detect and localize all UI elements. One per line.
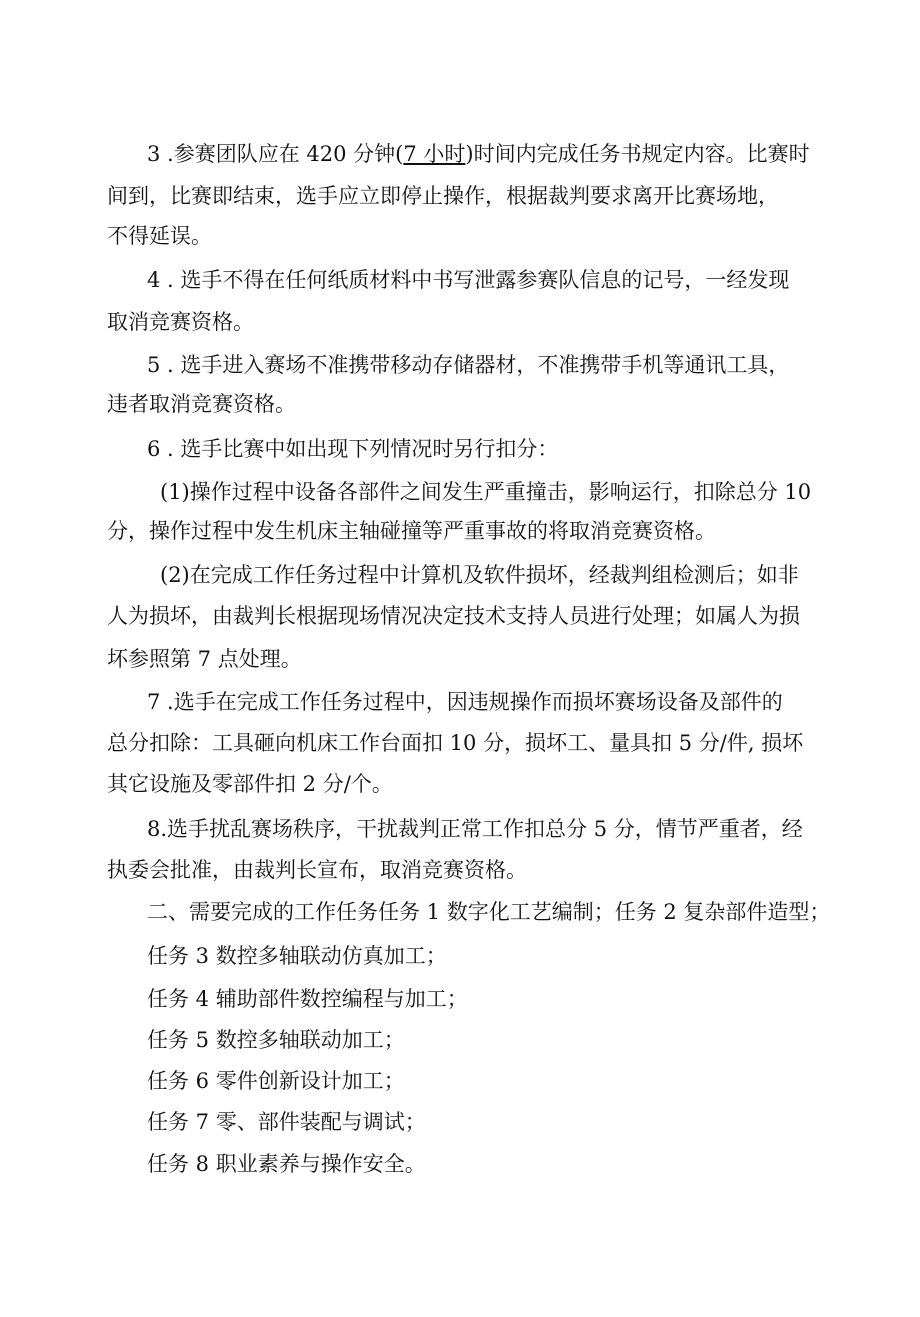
rule3-line2: 间到，比赛即结束，选手应立即停止操作，根据裁判要求离开比赛场地， [107,184,779,208]
rule4-line1: 4 . 选手不得在任何纸质材料中书写泄露参赛队信息的记号，一经发现 [147,268,790,292]
rule6-item2-line1: (2)在完成工作任务过程中计算机及软件损坏，经裁判组检测后；如非 [160,563,799,587]
rule3-line1 [147,140,810,168]
task-item: 任务 3 数控多轴联动仿真加工； [147,944,447,968]
task-item: 任务 4 辅助部件数控编程与加工； [147,987,468,1011]
rule8-line2: 执委会批准，由裁判长宣布，取消竞赛资格。 [107,858,527,882]
rule4-line2: 取消竞赛资格。 [107,310,254,334]
rule6-item1-line1: (1)操作过程中设备各部件之间发生严重撞击，影响运行，扣除总分 10 [160,480,812,504]
rule6-line1: 6 . 选手比赛中如出现下列情况时另行扣分： [147,437,559,461]
task-item: 任务 6 零件创新设计加工； [147,1069,405,1093]
section2-heading: 二、需要完成的工作任务任务 1 数字化工艺编制；任务 2 复杂部件造型； [147,900,831,924]
rule8-line1: 8.选手扰乱赛场秩序，干扰裁判正常工作扣总分 5 分，情节严重者，经 [147,817,803,841]
rule3-duration-underlined: 7 小时 [403,142,466,166]
rule6-item2-line2: 人为损坏，由裁判长根据现场情况决定技术支持人员进行处理；如属人为损 [107,604,800,628]
rule5-line1: 5 . 选手进入赛场不准携带移动存储器材，不准携带手机等通讯工具， [147,353,790,377]
rule3-line3: 不得延误。 [107,224,212,248]
rule6-item1-line2: 分，操作过程中发生机床主轴碰撞等严重事故的将取消竞赛资格。 [107,519,716,543]
rule5-line2: 违者取消竞赛资格。 [107,392,296,416]
task-item: 任务 7 零、部件装配与调试； [147,1110,426,1134]
rule7-line3: 其它设施及零部件扣 2 分/个。 [107,772,393,796]
rule3-line1-post: )时间内完成任务书规定内容。比赛时 [465,142,810,166]
rule6-item2-line3: 坏参照第 7 点处理。 [107,647,302,671]
rule7-line1: 7 .选手在完成工作任务过程中，因违规操作而损坏赛场设备及部件的 [147,690,783,714]
task-item: 任务 5 数控多轴联动加工； [147,1028,405,1052]
rule7-line2: 总分扣除：工具砸向机床工作台面扣 10 分，损坏工、量具扣 5 分/件, 损坏 [107,731,804,755]
rule3-line1-pre: 3 .参赛团队应在 420 分钟( [147,142,404,166]
task-item: 任务 8 职业素养与操作安全。 [147,1152,426,1176]
